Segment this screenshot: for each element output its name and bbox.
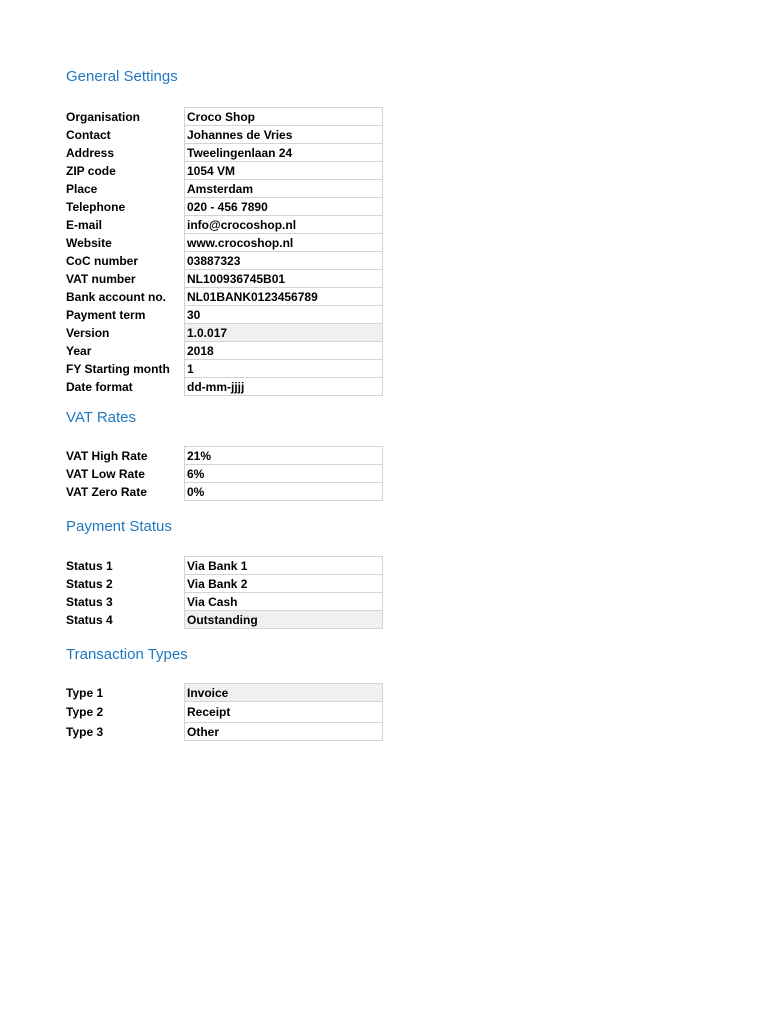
payment-status-title: Payment Status — [66, 518, 172, 535]
vat-high-rate-field[interactable]: 21% — [185, 447, 383, 465]
vat-low-rate-label: VAT Low Rate — [66, 466, 145, 481]
contact-field[interactable]: Johannes de Vries — [185, 126, 383, 144]
vat-rates-table — [66, 446, 383, 501]
status-1-label: Status 1 — [66, 558, 113, 573]
setting-row-fy-starting-month — [66, 360, 383, 378]
telephone-label: Telephone — [66, 199, 126, 214]
setting-row-website — [66, 234, 383, 252]
bank-account-label: Bank account no. — [66, 289, 167, 304]
type-2-label: Type 2 — [66, 705, 104, 719]
zip-code-field[interactable]: 1054 VM — [185, 162, 383, 180]
transaction-types-title: Transaction Types — [66, 646, 188, 663]
address-field[interactable]: Tweelingenlaan 24 — [185, 144, 383, 162]
email-field[interactable]: info@crocoshop.nl — [185, 216, 383, 234]
status-4-label: Status 4 — [66, 612, 113, 627]
setting-row-coc-number — [66, 252, 383, 270]
website-field[interactable]: www.crocoshop.nl — [185, 234, 383, 252]
year-field[interactable]: 2018 — [185, 342, 383, 360]
vat-row-high — [66, 447, 383, 465]
setting-row-zip — [66, 162, 383, 180]
fy-starting-month-field[interactable]: 1 — [185, 360, 383, 378]
coc-number-label: CoC number — [66, 253, 138, 268]
transaction-types-table — [66, 683, 383, 741]
status-2-label: Status 2 — [66, 576, 113, 591]
bank-account-field[interactable]: NL01BANK0123456789 — [185, 288, 383, 306]
status-4-field: Outstanding — [185, 611, 383, 629]
setting-row-telephone — [66, 198, 383, 216]
setting-row-email — [66, 216, 383, 234]
transaction-row-type-3 — [66, 723, 383, 741]
vat-high-rate-label: VAT High Rate — [66, 448, 148, 463]
payment-row-status-4 — [66, 611, 383, 629]
email-label: E-mail — [66, 217, 103, 232]
setting-row-place — [66, 180, 383, 198]
contact-label: Contact — [66, 127, 111, 142]
vat-zero-rate-field[interactable]: 0% — [185, 483, 383, 501]
setting-row-address — [66, 144, 383, 162]
status-2-field[interactable]: Via Bank 2 — [185, 575, 383, 593]
status-1-field[interactable]: Via Bank 1 — [185, 557, 383, 575]
address-label: Address — [66, 145, 115, 160]
payment-term-label: Payment term — [66, 307, 146, 322]
year-label: Year — [66, 343, 92, 358]
vat-low-rate-field[interactable]: 6% — [185, 465, 383, 483]
payment-row-status-3 — [66, 593, 383, 611]
type-1-field: Invoice — [185, 684, 383, 702]
general-settings-title: General Settings — [66, 68, 178, 85]
setting-row-contact — [66, 126, 383, 144]
type-2-field[interactable]: Receipt — [185, 702, 383, 723]
version-field: 1.0.017 — [185, 324, 383, 342]
setting-row-payment-term — [66, 306, 383, 324]
website-label: Website — [66, 235, 112, 250]
type-3-label: Type 3 — [66, 724, 104, 739]
place-field[interactable]: Amsterdam — [185, 180, 383, 198]
type-3-field[interactable]: Other — [185, 723, 383, 741]
payment-row-status-1 — [66, 557, 383, 575]
vat-zero-rate-label: VAT Zero Rate — [66, 484, 147, 499]
vat-number-field[interactable]: NL100936745B01 — [185, 270, 383, 288]
type-1-label: Type 1 — [66, 685, 104, 700]
telephone-field[interactable]: 020 - 456 7890 — [185, 198, 383, 216]
transaction-row-type-1 — [66, 684, 383, 702]
setting-row-date-format — [66, 378, 383, 396]
zip-code-label: ZIP code — [66, 163, 116, 178]
payment-row-status-2 — [66, 575, 383, 593]
coc-number-field[interactable]: 03887323 — [185, 252, 383, 270]
date-format-label: Date format — [66, 379, 133, 394]
status-3-label: Status 3 — [66, 594, 113, 609]
vat-number-label: VAT number — [66, 271, 136, 286]
vat-rates-title: VAT Rates — [66, 409, 137, 426]
place-label: Place — [66, 181, 98, 196]
transaction-row-type-2 — [66, 702, 383, 723]
date-format-field[interactable]: dd-mm-jjjj — [185, 378, 383, 396]
vat-row-zero — [66, 483, 383, 501]
setting-row-year — [66, 342, 383, 360]
fy-starting-month-label: FY Starting month — [66, 361, 170, 376]
setting-row-vat-number — [66, 270, 383, 288]
organisation-label: Organisation — [66, 109, 141, 124]
general-settings-table — [66, 107, 383, 396]
organisation-field[interactable]: Croco Shop — [185, 108, 383, 126]
setting-row-version — [66, 324, 383, 342]
setting-row-bank-account — [66, 288, 383, 306]
status-3-field[interactable]: Via Cash — [185, 593, 383, 611]
version-label: Version — [66, 325, 110, 340]
vat-row-low — [66, 465, 383, 483]
payment-term-field[interactable]: 30 — [185, 306, 383, 324]
setting-row-organisation — [66, 108, 383, 126]
payment-status-table — [66, 556, 383, 629]
